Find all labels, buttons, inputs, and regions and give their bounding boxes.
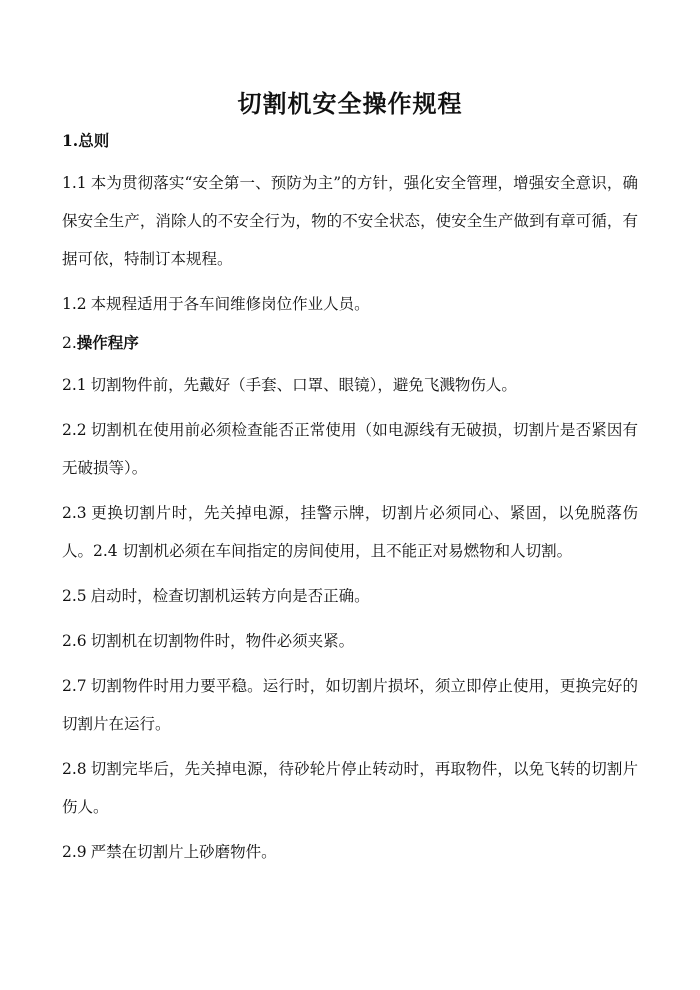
clause-2-1 [62,366,638,404]
clause-number: 1.1 [62,174,87,192]
clause-2-8 [62,750,638,826]
clause-number: 2.5 [62,587,87,605]
clause-text: 启动时，检查切割机运转方向是否正确。 [90,587,370,605]
clause-number: 2.3 [62,504,87,522]
clause-2-5 [62,577,638,615]
section-heading-general [62,128,638,154]
section-number: 2. [62,334,77,352]
clause-text: 切割机在切割物件时，物件必须夹紧。 [90,632,355,650]
clause-number: 2.6 [62,632,87,650]
clause-2-3 [62,494,638,570]
section-heading-procedure [62,330,638,356]
clause-text: 严禁在切割片上砂磨物件。 [90,843,277,861]
clause-text: 切割机在使用前必须检查能否正常使用（如电源线有无破损，切割片是否紧因有无破损等）。 [62,421,638,477]
clause-2-7 [62,667,638,743]
clause-1-1 [62,164,638,278]
clause-number: 2.7 [62,677,87,695]
clause-number: 2.1 [62,376,87,394]
clause-number: 2.8 [62,760,87,778]
clause-text: 切割物件时用力要平稳。运行时，如切割片损坏，须立即停止使用，更换完好的切割片在运行。 [62,677,638,733]
clause-text: 本为贯彻落实“安全第一、预防为主”的方针，强化安全管理，增强安全意识，确保安全生产，消除人的不安全行为，物的不安全状态，使安全生产做到有章可循，有据可依，特制订本规程。 [62,174,638,268]
section-title: 操作程序 [76,334,139,352]
clause-2-6 [62,622,638,660]
clause-text: 切割物件前，先戴好（手套、口罩、眼镜），避免飞溅物伤人。 [90,376,517,394]
clause-text: 更换切割片时，先关掉电源，挂警示牌，切割片必须同心、紧固，以免脱落伤人。2.4 切割机必须在车间指定的房间使用，且不能正对易燃物和人切割。 [62,504,638,560]
clause-text: 切割完毕后，先关掉电源，待砂轮片停止转动时，再取物件，以免飞转的切割片伤人。 [62,760,638,816]
section-title: 总则 [78,132,110,150]
clause-text: 本规程适用于各车间维修岗位作业人员。 [90,295,370,313]
clause-number: 2.2 [62,421,87,439]
clause-2-9 [62,833,638,871]
clause-1-2 [62,285,638,323]
section-number: 1. [62,131,79,150]
document-title: 切割机安全操作规程 [237,90,463,118]
clause-number: 1.2 [62,295,87,313]
clause-2-2 [62,411,638,487]
clause-number: 2.9 [62,843,87,861]
